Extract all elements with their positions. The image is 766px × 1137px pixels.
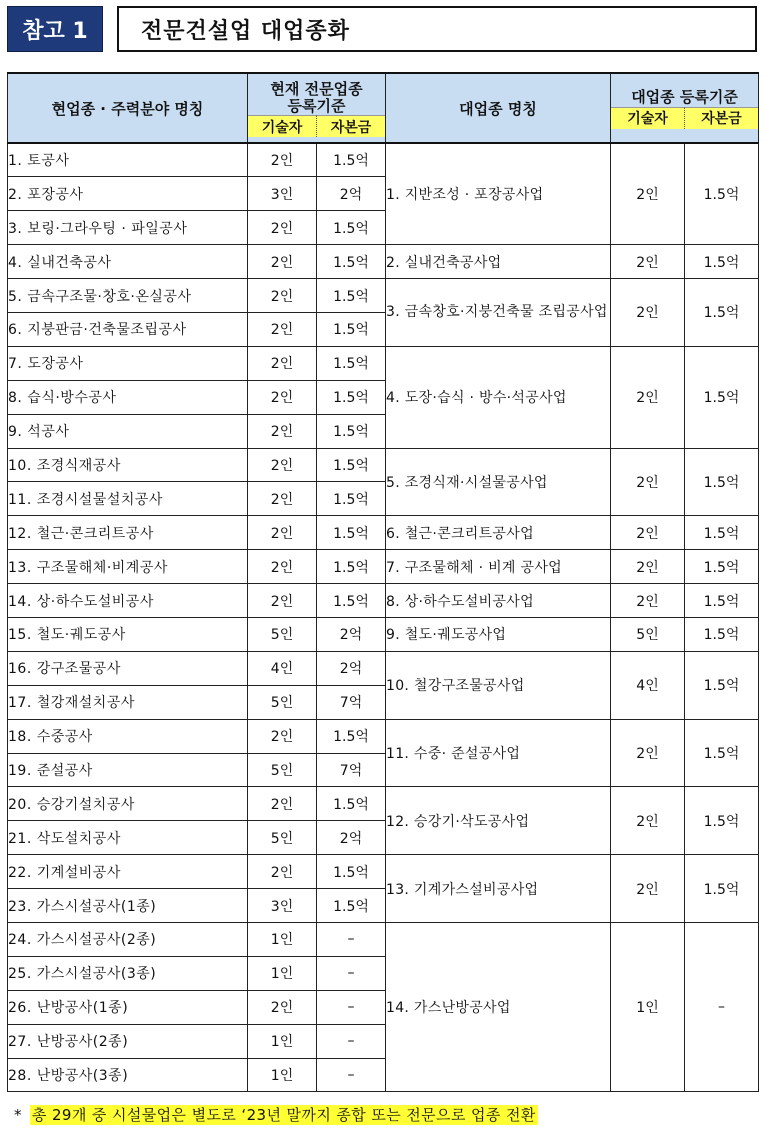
current-capital: 1.5억 xyxy=(317,719,386,753)
new-capital: 1.5억 xyxy=(685,279,759,347)
current-name: 25. 가스시설공사(3종) xyxy=(8,956,248,990)
current-capital: 1.5억 xyxy=(317,516,386,550)
new-capital: 1.5억 xyxy=(685,651,759,719)
header-new-engineer: 기술자 xyxy=(611,107,684,129)
current-engineer: 2인 xyxy=(248,516,317,550)
current-engineer: 1인 xyxy=(248,1024,317,1058)
current-name: 1. 토공사 xyxy=(8,143,248,177)
current-capital: – xyxy=(317,1058,386,1092)
current-name: 6. 지붕판금·건축물조립공사 xyxy=(8,312,248,346)
new-capital: 1.5억 xyxy=(685,516,759,550)
current-engineer: 2인 xyxy=(248,380,317,414)
page-title: 전문건설업 대업종화 xyxy=(117,6,757,52)
current-engineer: 2인 xyxy=(248,448,317,482)
table-row xyxy=(8,855,759,889)
footnote xyxy=(14,1104,538,1125)
new-name: 3. 금속창호·지붕건축물 조립공사업 xyxy=(386,279,611,347)
current-capital: 1.5억 xyxy=(317,346,386,380)
new-capital: 1.5억 xyxy=(685,787,759,855)
current-name: 24. 가스시설공사(2종) xyxy=(8,922,248,956)
current-engineer: 2인 xyxy=(248,143,317,177)
current-name: 18. 수중공사 xyxy=(8,719,248,753)
table-row xyxy=(8,516,759,550)
page-header xyxy=(7,6,757,52)
new-name: 7. 구조물해체 · 비계 공사업 xyxy=(386,550,611,584)
current-capital: 1.5억 xyxy=(317,143,386,177)
current-engineer: 2인 xyxy=(248,482,317,516)
new-engineer: 1인 xyxy=(611,922,685,1091)
current-engineer: 1인 xyxy=(248,956,317,990)
current-name: 4. 실내건축공사 xyxy=(8,245,248,279)
new-capital: 1.5억 xyxy=(685,855,759,923)
new-capital: – xyxy=(685,922,759,1091)
current-capital: 7억 xyxy=(317,685,386,719)
current-engineer: 5인 xyxy=(248,685,317,719)
new-engineer: 2인 xyxy=(611,855,685,923)
current-capital: 1.5억 xyxy=(317,211,386,245)
current-capital: 1.5억 xyxy=(317,448,386,482)
new-name: 2. 실내건축공사업 xyxy=(386,245,611,279)
table-header-row xyxy=(8,73,759,143)
new-capital: 1.5억 xyxy=(685,719,759,787)
current-capital: 2억 xyxy=(317,617,386,651)
current-capital: 1.5억 xyxy=(317,414,386,448)
header-new-capital: 자본금 xyxy=(684,107,758,129)
table-row xyxy=(8,651,759,685)
current-capital: 1.5억 xyxy=(317,787,386,821)
current-engineer: 3인 xyxy=(248,889,317,923)
current-name: 16. 강구조물공사 xyxy=(8,651,248,685)
current-engineer: 5인 xyxy=(248,617,317,651)
new-engineer: 2인 xyxy=(611,245,685,279)
current-engineer: 2인 xyxy=(248,211,317,245)
new-engineer: 2인 xyxy=(611,279,685,347)
current-capital: 2억 xyxy=(317,651,386,685)
current-engineer: 1인 xyxy=(248,1058,317,1092)
header-current-standard: 현재 전문업종 등록기준 기술자 자본금 xyxy=(248,73,386,143)
current-capital: 1.5억 xyxy=(317,482,386,516)
current-engineer: 2인 xyxy=(248,990,317,1024)
new-name: 11. 수중· 준설공사업 xyxy=(386,719,611,787)
table-row xyxy=(8,584,759,618)
new-capital: 1.5억 xyxy=(685,584,759,618)
current-engineer: 2인 xyxy=(248,279,317,313)
new-capital: 1.5억 xyxy=(685,346,759,448)
current-name: 2. 포장공사 xyxy=(8,177,248,211)
table-row xyxy=(8,787,759,821)
current-name: 13. 구조물해체·비계공사 xyxy=(8,550,248,584)
table-row xyxy=(8,279,759,313)
table-row xyxy=(8,143,759,177)
current-name: 10. 조경식재공사 xyxy=(8,448,248,482)
current-capital: 1.5억 xyxy=(317,312,386,346)
current-capital: – xyxy=(317,1024,386,1058)
current-capital: 1.5억 xyxy=(317,855,386,889)
new-name: 14. 가스난방공사업 xyxy=(386,922,611,1091)
new-engineer: 2인 xyxy=(611,448,685,516)
new-name: 5. 조경식재·시설물공사업 xyxy=(386,448,611,516)
industry-table xyxy=(7,72,759,1092)
new-name: 9. 철도·궤도공사업 xyxy=(386,617,611,651)
current-capital: – xyxy=(317,990,386,1024)
current-name: 27. 난방공사(2종) xyxy=(8,1024,248,1058)
new-capital: 1.5억 xyxy=(685,245,759,279)
current-name: 8. 습식·방수공사 xyxy=(8,380,248,414)
current-engineer: 2인 xyxy=(248,855,317,889)
current-name: 21. 삭도설치공사 xyxy=(8,821,248,855)
current-name: 3. 보링·그라우팅 · 파일공사 xyxy=(8,211,248,245)
new-engineer: 4인 xyxy=(611,651,685,719)
new-engineer: 2인 xyxy=(611,787,685,855)
current-capital: 7억 xyxy=(317,753,386,787)
new-name: 1. 지반조성 · 포장공사업 xyxy=(386,143,611,245)
header-new-standard: 대업종 등록기준 기술자 자본금 xyxy=(611,73,759,143)
current-name: 11. 조경시설물설치공사 xyxy=(8,482,248,516)
new-capital: 1.5억 xyxy=(685,143,759,245)
current-capital: – xyxy=(317,922,386,956)
current-engineer: 2인 xyxy=(248,550,317,584)
new-engineer: 2인 xyxy=(611,516,685,550)
current-capital: 1.5억 xyxy=(317,245,386,279)
new-engineer: 2인 xyxy=(611,346,685,448)
current-name: 17. 철강재설치공사 xyxy=(8,685,248,719)
table-row xyxy=(8,346,759,380)
current-name: 12. 철근·콘크리트공사 xyxy=(8,516,248,550)
new-name: 4. 도장·습식 · 방수·석공사업 xyxy=(386,346,611,448)
new-engineer: 2인 xyxy=(611,143,685,245)
footnote-text: 총 29개 중 시설물업은 별도로 ‘23년 말까지 종합 또는 전문으로 업종 전환 xyxy=(31,1106,536,1124)
reference-badge: 참고 1 xyxy=(7,6,103,52)
current-capital: 1.5억 xyxy=(317,550,386,584)
current-capital: 1.5억 xyxy=(317,279,386,313)
table-row xyxy=(8,245,759,279)
new-name: 10. 철강구조물공사업 xyxy=(386,651,611,719)
current-name: 26. 난방공사(1종) xyxy=(8,990,248,1024)
current-engineer: 2인 xyxy=(248,787,317,821)
new-name: 6. 철근·콘크리트공사업 xyxy=(386,516,611,550)
current-engineer: 4인 xyxy=(248,651,317,685)
current-name: 22. 기계설비공사 xyxy=(8,855,248,889)
current-engineer: 2인 xyxy=(248,346,317,380)
current-capital: 1.5억 xyxy=(317,584,386,618)
new-name: 12. 승강기·삭도공사업 xyxy=(386,787,611,855)
current-name: 20. 승강기설치공사 xyxy=(8,787,248,821)
table-row xyxy=(8,550,759,584)
footnote-marker: * xyxy=(14,1106,22,1124)
current-engineer: 2인 xyxy=(248,719,317,753)
table-row xyxy=(8,922,759,956)
current-engineer: 2인 xyxy=(248,245,317,279)
new-name: 8. 상·하수도설비공사업 xyxy=(386,584,611,618)
current-engineer: 2인 xyxy=(248,414,317,448)
current-name: 23. 가스시설공사(1종) xyxy=(8,889,248,923)
new-engineer: 2인 xyxy=(611,550,685,584)
new-engineer: 2인 xyxy=(611,584,685,618)
header-current-engineer: 기술자 xyxy=(248,115,316,137)
new-capital: 1.5억 xyxy=(685,550,759,584)
current-capital: – xyxy=(317,956,386,990)
new-engineer: 5인 xyxy=(611,617,685,651)
current-name: 5. 금속구조물·창호·온실공사 xyxy=(8,279,248,313)
header-current-capital: 자본금 xyxy=(316,115,385,137)
new-name: 13. 기계가스설비공사업 xyxy=(386,855,611,923)
current-engineer: 5인 xyxy=(248,821,317,855)
table-row xyxy=(8,448,759,482)
current-engineer: 2인 xyxy=(248,312,317,346)
new-capital: 1.5억 xyxy=(685,617,759,651)
current-name: 7. 도장공사 xyxy=(8,346,248,380)
current-capital: 1.5억 xyxy=(317,889,386,923)
current-engineer: 3인 xyxy=(248,177,317,211)
current-name: 9. 석공사 xyxy=(8,414,248,448)
current-name: 15. 철도·궤도공사 xyxy=(8,617,248,651)
current-name: 28. 난방공사(3종) xyxy=(8,1058,248,1092)
current-capital: 2억 xyxy=(317,821,386,855)
current-engineer: 2인 xyxy=(248,584,317,618)
new-capital: 1.5억 xyxy=(685,448,759,516)
new-engineer: 2인 xyxy=(611,719,685,787)
current-capital: 2억 xyxy=(317,177,386,211)
current-name: 19. 준설공사 xyxy=(8,753,248,787)
current-engineer: 5인 xyxy=(248,753,317,787)
header-current-name: 현업종 · 주력분야 명칭 xyxy=(8,73,248,143)
current-name: 14. 상·하수도설비공사 xyxy=(8,584,248,618)
table-body xyxy=(8,143,759,1092)
table-row xyxy=(8,719,759,753)
header-new-name: 대업종 명칭 xyxy=(386,73,611,143)
table-row xyxy=(8,617,759,651)
current-engineer: 1인 xyxy=(248,922,317,956)
current-capital: 1.5억 xyxy=(317,380,386,414)
